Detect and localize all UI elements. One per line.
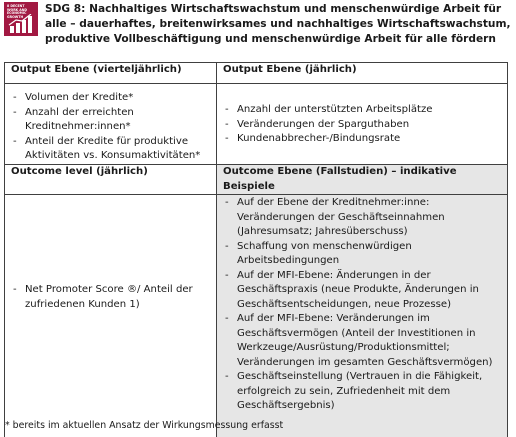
indicator-table <box>4 62 508 437</box>
list-item: - Anteil der Kredite für produktive Aktivitäten vs. Konsumaktivitäten* <box>11 135 210 164</box>
header-output-yearly: Output Ebene (jährlich) <box>217 63 508 84</box>
list-item: - Anzahl der erreichten Kreditnehmer:innen* <box>11 106 210 135</box>
list-item: - Volumen der Kredite* <box>11 91 210 106</box>
sdg-8-icon <box>4 2 38 36</box>
footnote: * bereits im aktuellen Ansatz der Wirkungsmessung erfasst <box>5 420 284 431</box>
outcome-yearly-list <box>11 283 210 312</box>
output-yearly-list <box>223 103 501 147</box>
header-output-quarterly: Output Ebene (vierteljährlich) <box>5 63 217 84</box>
output-quarterly-list <box>11 91 210 164</box>
list-item: - Net Promoter Score ®/ Anteil der zufriedenen Kunden 1) <box>11 283 210 312</box>
header-outcome-case: Outcome Ebene (Fallstudien) – indikative Beispiele <box>217 165 508 195</box>
list-item: - Auf der MFI-Ebene: Änderungen in der Geschäftspraxis (neue Produkte, Änderungen in Geschäftsentscheidungen, neue Prozesse) <box>223 269 501 313</box>
list-item: - Auf der MFI-Ebene: Veränderungen im Geschäftsvermögen (Anteil der Investitionen in Werkzeuge/Ausrüstung/Produktionsmittel; Veränderungen im gesamten Geschäftsvermögen) <box>223 312 501 370</box>
header-outcome-yearly: Outcome level (jährlich) <box>5 165 217 195</box>
growth-chart-icon <box>8 14 34 34</box>
header <box>4 2 512 62</box>
outcome-yearly-cell <box>5 195 217 437</box>
output-yearly-cell <box>217 84 508 165</box>
list-item: - Geschäftseinstellung (Vertrauen in die Fähigkeit, erfolgreich zu sein, Zufriedenheit mit dem Geschäftsergebnis) <box>223 370 501 414</box>
page-title: SDG 8: Nachhaltiges Wirtschaftswachstum und menschenwürdige Arbeit für alle – dauerhaftes, breitenwirksames und nachhaltiges Wirtschaftswachstum, produktive Vollbeschäftigung und menschenwürdige Arbeit für alle fördern <box>45 3 511 45</box>
outcome-case-cell <box>217 195 508 437</box>
list-item: - Kundenabbrecher-/Bindungsrate <box>223 132 501 147</box>
list-item: - Anzahl der unterstützten Arbeitsplätze <box>223 103 501 118</box>
outcome-case-list <box>223 196 501 414</box>
output-quarterly-cell <box>5 84 217 165</box>
sdg-icon-label: 8 DECENT WORK AND ECONOMIC GROWTH <box>7 4 28 19</box>
list-item: - Veränderungen der Sparguthaben <box>223 118 501 133</box>
list-item: - Schaffung von menschenwürdigen Arbeitsbedingungen <box>223 240 501 269</box>
list-item: - Auf der Ebene der Kreditnehmer:inne: Veränderungen der Geschäftseinnahmen (Jahresumsatz; Jahresüberschuss) <box>223 196 501 240</box>
